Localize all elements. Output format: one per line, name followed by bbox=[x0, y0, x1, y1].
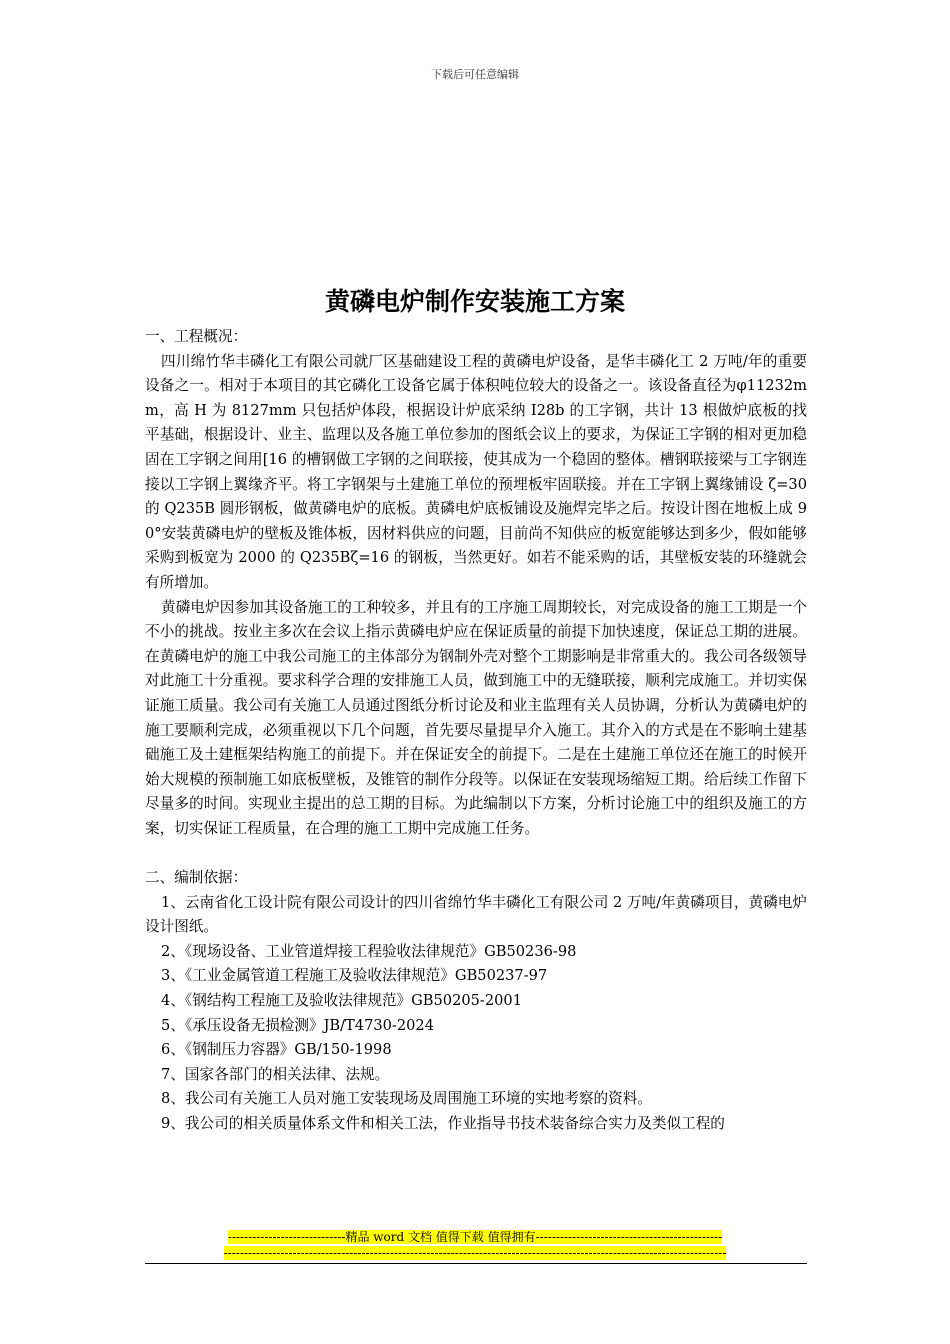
blank-line bbox=[145, 841, 807, 866]
paragraph-overview-1: 四川绵竹华丰磷化工有限公司就厂区基础建设工程的黄磷电炉设备，是华丰磷化工 2 万吨/年的重要设备之一。相对于本项目的其它磷化工设备它属于体积吨位较大的设备之一。该设备直径为φ11232mm，高 H 为 8127mm 只包括炉体段，根据设计炉底采纳 I28b 的工字钢，共计 13 根做炉底板的找平基础，根据设计、业主、监理以及各施工单位参加的图纸会议上的要求，为保证工字钢的相对更加稳固在工字钢之间用[16 的槽钢做工字钢的之间联接，使其成为一个稳固的整体。槽钢联接梁与工字钢连接以工字钢上翼缘齐平。将工字钢架与土建施工单位的预埋板牢固联接。并在工字钢上翼缘铺设 ζ=30 的 Q235B 圆形钢板，做黄磷电炉的底板。黄磷电炉底板铺设及施焊完毕之后。按设计图在地板上成 90°安装黄磷电炉的壁板及锥体板，因材料供应的问题，目前尚不知供应的板宽能够达到多少，假如能够采购到板宽为 2000 的 Q235Bζ=16 的钢板，当然更好。如若不能采购的话，其壁板安装的环缝就会有所增加。 bbox=[145, 352, 807, 591]
basis-list-item: 8、我公司有关施工人员对施工安装现场及周围施工环境的实地考察的资料。 bbox=[161, 1090, 652, 1108]
section-heading-basis: 二、编制依据： bbox=[145, 869, 248, 887]
basis-list-item: 9、我公司的相关质量体系文件和相关工法，作业指导书技术装备综合实力及类似工程的 bbox=[161, 1115, 725, 1132]
paragraph-overview-2: 黄磷电炉因参加其设备施工的工种较多，并且有的工序施工周期较长，对完成设备的施工工期是一个不小的挑战。按业主多次在会议上指示黄磷电炉应在保证质量的前提下加快速度，保证总工期的进展。在黄磷电炉的施工中我公司施工的主体部分为钢制外壳对整个工期影响是非常重大的。我公司各级领导对此施工十分重视。要求科学合理的安排施工人员，做到施工中的无缝联接，顺利完成施工。并切实保证施工质量。我公司有关施工人员通过图纸分析讨论及和业主监理有关人员协调，分析认为黄磷电炉的施工要顺利完成，必须重视以下几个问题，首先要尽量提早介入施工。其介入的方式是在不影响土建基础施工及土建框架结构施工的前提下。并在保证安全的前提下。二是在土建施工单位还在施工的时候开始大规模的预制施工如底板壁板，及锥管的制作分段等。以保证在安装现场缩短工期。给后续工作留下尽量多的时间。实现业主提出的总工期的目标。为此编制以下方案，分析讨论施工中的组织及施工的方案，切实保证工程质量，在合理的施工工期中完成施工任务。 bbox=[145, 598, 807, 837]
basis-list-item: 7、国家各部门的相关法律、法规。 bbox=[161, 1065, 390, 1083]
footer-promo-text: -----------------------------精品 word 文档 值得下载 值得拥有---------------------------------------------- bbox=[227, 1230, 723, 1244]
basis-list-item: 1、云南省化工设计院有限公司设计的四川省绵竹华丰磷化工有限公司 2 万吨/年黄磷项目，黄磷电炉设计图纸。 bbox=[145, 893, 807, 936]
basis-list-item: 4、《钢结构工程施工及验收法律规范》GB50205-2001 bbox=[161, 992, 523, 1010]
footer-divider bbox=[145, 1263, 807, 1264]
footer-dash-text: ---------------------------------------------------------------------------------------------------------------------------- bbox=[223, 1246, 727, 1260]
basis-list-item: 3、《工业金属管道工程施工及验收法律规范》GB50237-97 bbox=[161, 967, 548, 985]
footer-promo-band bbox=[0, 1230, 950, 1244]
header-note: 下载后可任意编辑 bbox=[431, 68, 519, 81]
document-body bbox=[145, 325, 807, 1137]
document-title: 黄磷电炉制作安装施工方案 bbox=[324, 287, 625, 316]
footer-dash-band bbox=[0, 1246, 950, 1260]
basis-list-item: 5、《承压设备无损检测》JB/T4730-2024 bbox=[161, 1016, 435, 1034]
section-heading-overview: 一、工程概况： bbox=[145, 328, 248, 345]
basis-list-item: 6、《钢制压力容器》GB/150-1998 bbox=[161, 1041, 392, 1059]
basis-list-item: 2、《现场设备、工业管道焊接工程验收法律规范》GB50236-98 bbox=[161, 942, 577, 960]
